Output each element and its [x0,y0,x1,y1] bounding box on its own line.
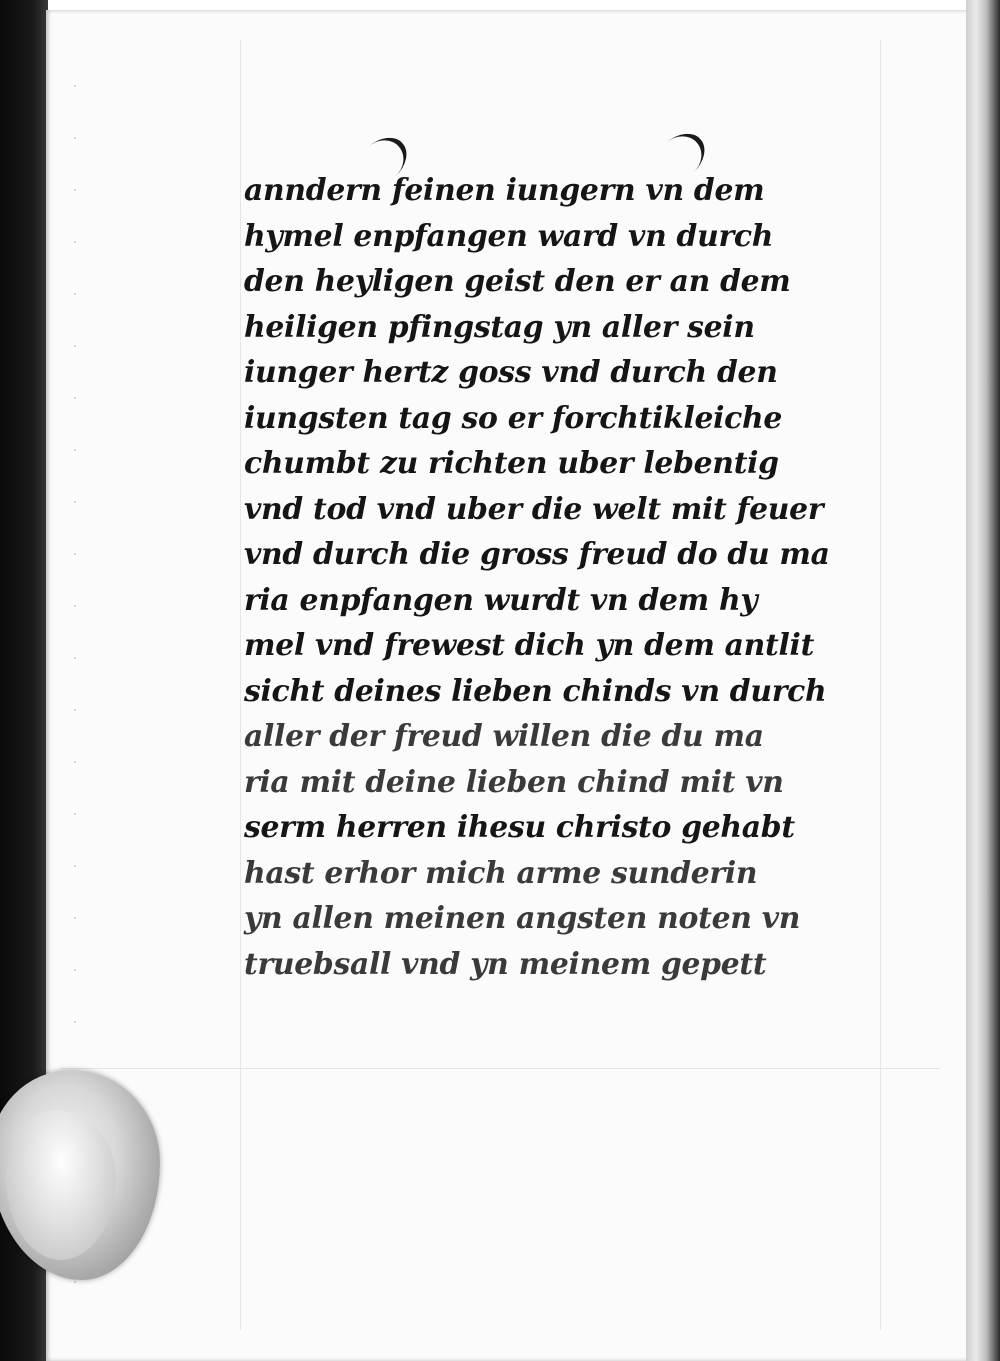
text-line: vnd tod vnd uber die welt mit feuer [244,491,824,527]
text-line: mel vnd frewest dich yn dem antlit [244,628,815,663]
text-line: yn allen meinen angsten noten vn [244,901,801,936]
text-line: iunger hertz goss vnd durch den [244,355,778,390]
ruling-line-left [240,40,241,1330]
page-stack-edge-right [966,0,1000,1361]
text-line: truebsall vnd yn meinem gepett [244,946,767,982]
text-line: anndern feinen iungern vn dem [244,173,765,208]
handwritten-text-block [244,168,884,987]
text-line: heiligen pfingstag yn aller sein [244,309,755,345]
text-line: hast erhor mich arme sunderin [244,855,758,891]
text-line: ria enpfangen wurdt vn dem hy [244,582,758,618]
text-line: ria mit deine lieben chind mit vn [244,764,784,800]
text-line: iungsten tag so er forchtikleiche [244,400,783,436]
ruling-line-bottom [60,1068,940,1069]
text-line: vnd durch die gross freud do du ma [244,537,830,572]
text-line: sicht deines lieben chinds vn durch [244,673,827,709]
text-line: hymel enpfangen ward vn durch [244,218,774,254]
text-line: serm herren ihesu christo gehabt [244,810,795,845]
text-line: chumbt zu richten uber lebentig [244,446,779,481]
text-line: aller der freud willen die du ma [244,719,764,754]
text-line: den heyligen geist den er an dem [244,264,791,299]
